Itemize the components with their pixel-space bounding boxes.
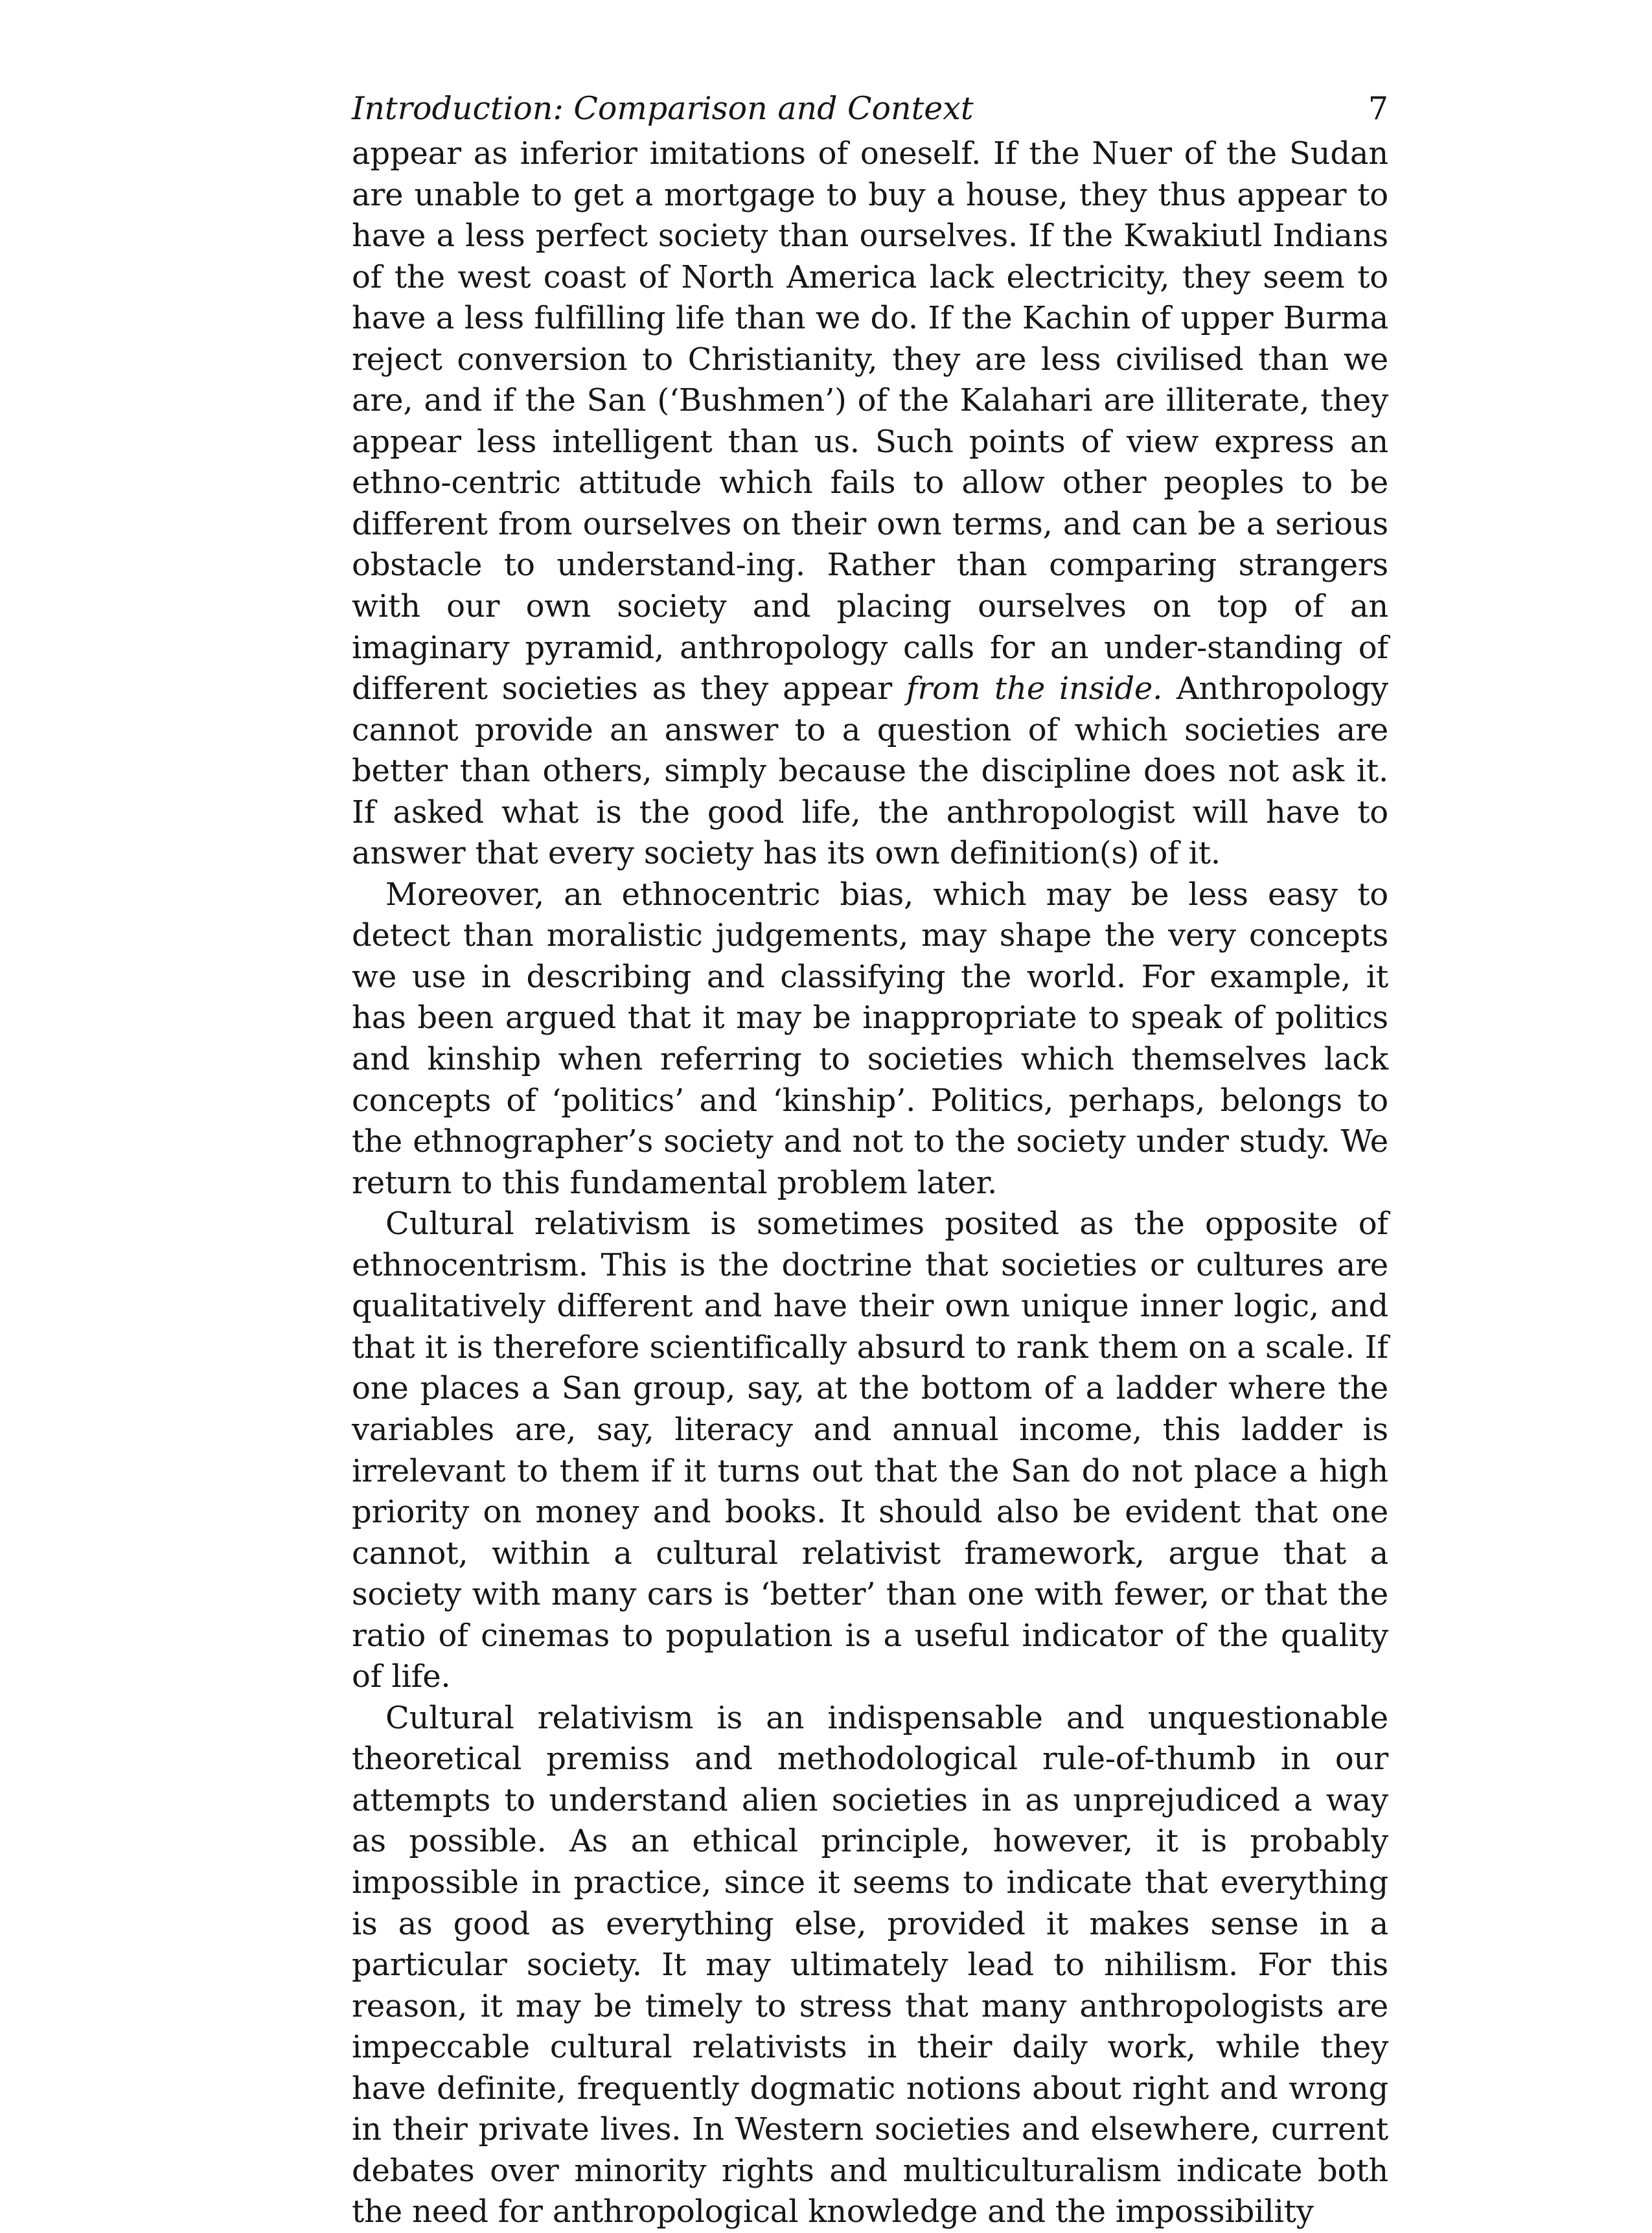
paragraph-1 xyxy=(352,133,1388,875)
running-header xyxy=(352,84,1388,133)
emphasis-from-the-inside: from the inside. xyxy=(906,670,1163,707)
running-title: Introduction: Comparison and Context xyxy=(352,90,974,127)
paragraph-4: Cultural relativism is an indispensable and unquestionable theoretical premiss and methodological rule-of-thumb in our attempts to understand alien societies in as unprejudiced a way as possible. As an ethical principle, however, it is probably impossible in practice, since it seems to indicate that everything is as good as everything else, provided it makes sense in a particular society. It may ultimately lead to nihilism. For this reason, it may be timely to stress that many anthropologists are impeccable cultural relativists in their daily work, while they have definite, frequently dogmatic notions about right and wrong in their private lives. In Western societies and elsewhere, current debates over minority rights and multiculturalism indicate both the need for anthropological knowledge and the impossibility xyxy=(352,1699,1388,2230)
page-number: 7 xyxy=(1368,90,1388,127)
book-page xyxy=(352,84,1388,2233)
paragraph-1-text-start: appear as inferior imitations of oneself. If the Nuer of the Sudan are unable to get a mortgage to buy a house, they thus appear to have a less perfect society than ourselves. If the Kwakiutl Indians of the west coast of North America lack electricity, they seem to have a less fulfilling life than we do. If the Kachin of upper Burma reject conversion to Christianity, they are less civilised than we are, and if the San (‘Bushmen’) of the Kalahari are illiterate, they appear less intelligent than us. Such points of view express an ethno-centric attitude which fails to allow other peoples to be different from ourselves on their own terms, and can be a serious obstacle to understand-ing. Rather than comparing strangers with our own society and placing ourselves on top of an imaginary pyramid, anthropology calls for an under-standing of different societies as they appear xyxy=(352,135,1388,707)
paragraph-1-text-end: Anthropology cannot provide an answer to a question of which societies are better than others, simply because the discipline does not ask it. If asked what is the good life, the anthropologist will have to answer that every society has its own definition(s) of it. xyxy=(352,670,1388,872)
paragraph-2: Moreover, an ethnocentric bias, which may be less easy to detect than moralistic judgements, may shape the very concepts we use in describing and classifying the world. For example, it has been argued that it may be inappropriate to speak of politics and kinship when referring to societies which themselves lack concepts of ‘politics’ and ‘kinship’. Politics, perhaps, belongs to the ethnographer’s society and not to the society under study. We return to this fundamental problem later. xyxy=(352,876,1388,1201)
body-text xyxy=(352,133,1388,2233)
paragraph-3: Cultural relativism is sometimes posited as the opposite of ethnocentrism. This is the doctrine that societies or cultures are qualitatively different and have their own unique inner logic, and that it is therefore scientifically absurd to rank them on a scale. If one places a San group, say, at the bottom of a ladder where the variables are, say, literacy and annual income, this ladder is irrelevant to them if it turns out that the San do not place a high priority on money and books. It should also be evident that one cannot, within a cultural relativist framework, argue that a society with many cars is ‘better’ than one with fewer, or that the ratio of cinemas to population is a useful indicator of the quality of life. xyxy=(352,1206,1388,1695)
